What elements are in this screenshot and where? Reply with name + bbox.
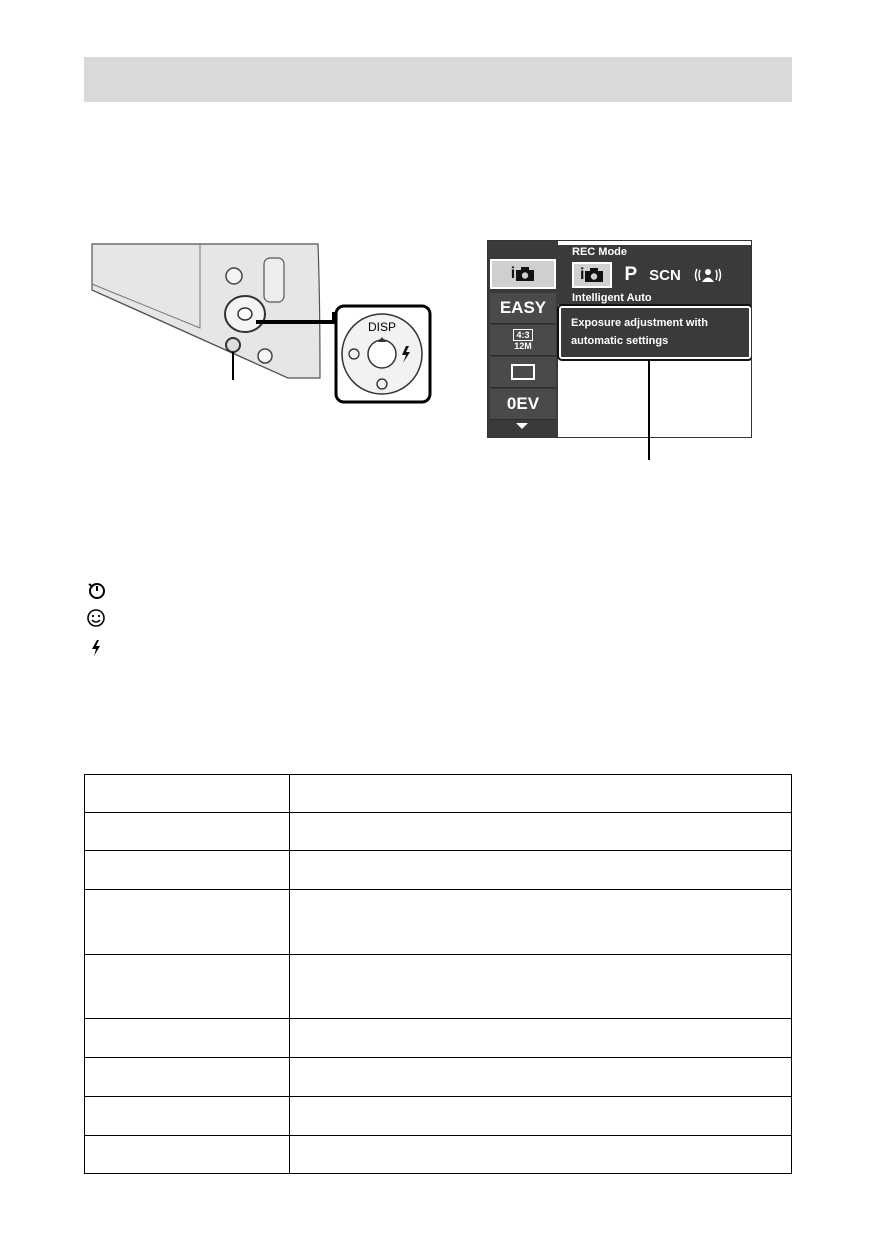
table-row — [85, 775, 791, 812]
mode-steadyshot[interactable] — [693, 266, 723, 284]
lcd-description-line-1: Exposure adjustment with — [571, 317, 708, 329]
section-header-bar — [84, 57, 792, 102]
lcd-description-box — [559, 306, 751, 359]
lcd-description-line-2: automatic settings — [571, 335, 669, 347]
lcd-screen — [487, 240, 752, 438]
smile-icon — [86, 608, 106, 628]
lcd-left-item-exposure[interactable]: 0EV — [490, 389, 556, 420]
self-timer-icon — [86, 580, 106, 600]
lcd-subtitle: Intelligent Auto — [572, 292, 652, 304]
table-row — [85, 812, 791, 851]
table-row — [85, 954, 791, 1019]
lcd-left-item-easy[interactable]: EASY — [490, 293, 556, 324]
mode-intelligent-auto[interactable]: i — [572, 262, 612, 288]
table-row — [85, 1018, 791, 1058]
scroll-down-icon[interactable] — [516, 423, 528, 429]
mode-scene[interactable]: SCN — [649, 266, 681, 284]
lcd-left-item-intelligent-auto[interactable]: i — [490, 259, 556, 289]
flash-icon — [86, 638, 106, 658]
callout-line-lcd — [648, 360, 650, 460]
table-row — [85, 850, 791, 890]
lcd-left-menu — [488, 241, 558, 438]
table-column-divider — [289, 775, 290, 1173]
mode-program[interactable]: P — [624, 264, 638, 285]
table-row — [85, 1096, 791, 1136]
camera-icon — [584, 267, 604, 283]
anti-blur-person-icon — [693, 266, 723, 284]
settings-table — [84, 774, 792, 1174]
lcd-left-item-image-size[interactable]: 4:3 12M — [490, 325, 556, 356]
lcd-title: REC Mode — [572, 246, 627, 258]
table-row — [85, 1135, 791, 1174]
lcd-left-item-drive[interactable] — [490, 357, 556, 388]
table-row — [85, 1057, 791, 1097]
single-shot-icon — [511, 364, 535, 380]
camera-icon — [515, 266, 535, 282]
camera-back-illustration — [88, 238, 438, 408]
callout-line-camera — [232, 352, 234, 380]
table-row — [85, 889, 791, 955]
lcd-mode-row — [572, 261, 723, 289]
disp-label: DISP — [367, 320, 397, 334]
